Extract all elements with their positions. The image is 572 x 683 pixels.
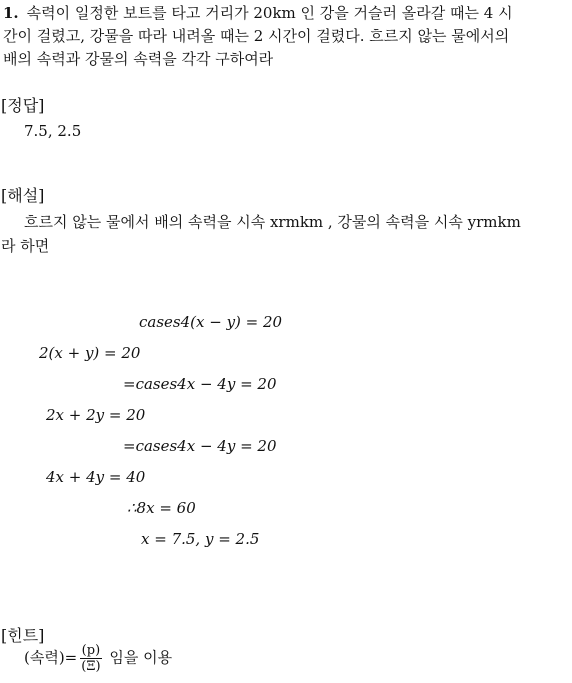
hint-denominator: (Ξ) — [81, 659, 101, 674]
equation-8: x = 7.5, y = 2.5 — [141, 530, 260, 548]
hint-suffix: 임을 이용 — [109, 648, 173, 667]
explanation-line-2: 라 하면 — [1, 237, 50, 255]
hint-prefix: (속력)= — [24, 648, 78, 667]
hint-label: [힌트] — [1, 626, 45, 645]
question-number: 1. — [3, 4, 19, 22]
equation-2: 2(x + y) = 20 — [39, 344, 141, 362]
question-line-3: 배의 속력과 강물의 속력을 각각 구하여라 — [3, 50, 274, 68]
question — [3, 2, 569, 71]
question-line-2: 간이 걸렸고, 강물을 따라 내려올 때는 2 시간이 걸렸다. 흐르지 않는 물에서의 — [3, 27, 510, 45]
explanation-label: [해설] — [1, 186, 45, 205]
hint-fraction — [79, 643, 102, 674]
hint-numerator: (p) — [81, 643, 101, 658]
answer-label: [정답] — [1, 96, 45, 115]
question-text-1: 속력이 일정한 보트를 타고 거리가 20km 인 강을 거슬러 올라갈 때는 4 시 — [26, 4, 513, 22]
equation-4: 2x + 2y = 20 — [46, 406, 146, 424]
explanation-line-1: 흐르지 않는 물에서 배의 속력을 시속 xrmkm , 강물의 속력을 시속 yrmkm — [24, 213, 521, 231]
question-line-1 — [3, 2, 569, 25]
equation-3: =cases4x − 4y = 20 — [123, 375, 277, 393]
equation-6: 4x + 4y = 40 — [46, 468, 146, 486]
equation-7: ∴8x = 60 — [127, 499, 196, 517]
equation-1: cases4(x − y) = 20 — [139, 313, 283, 331]
hint-formula — [0, 643, 572, 674]
equation-5: =cases4x − 4y = 20 — [123, 437, 277, 455]
answer-value: 7.5, 2.5 — [24, 122, 82, 140]
